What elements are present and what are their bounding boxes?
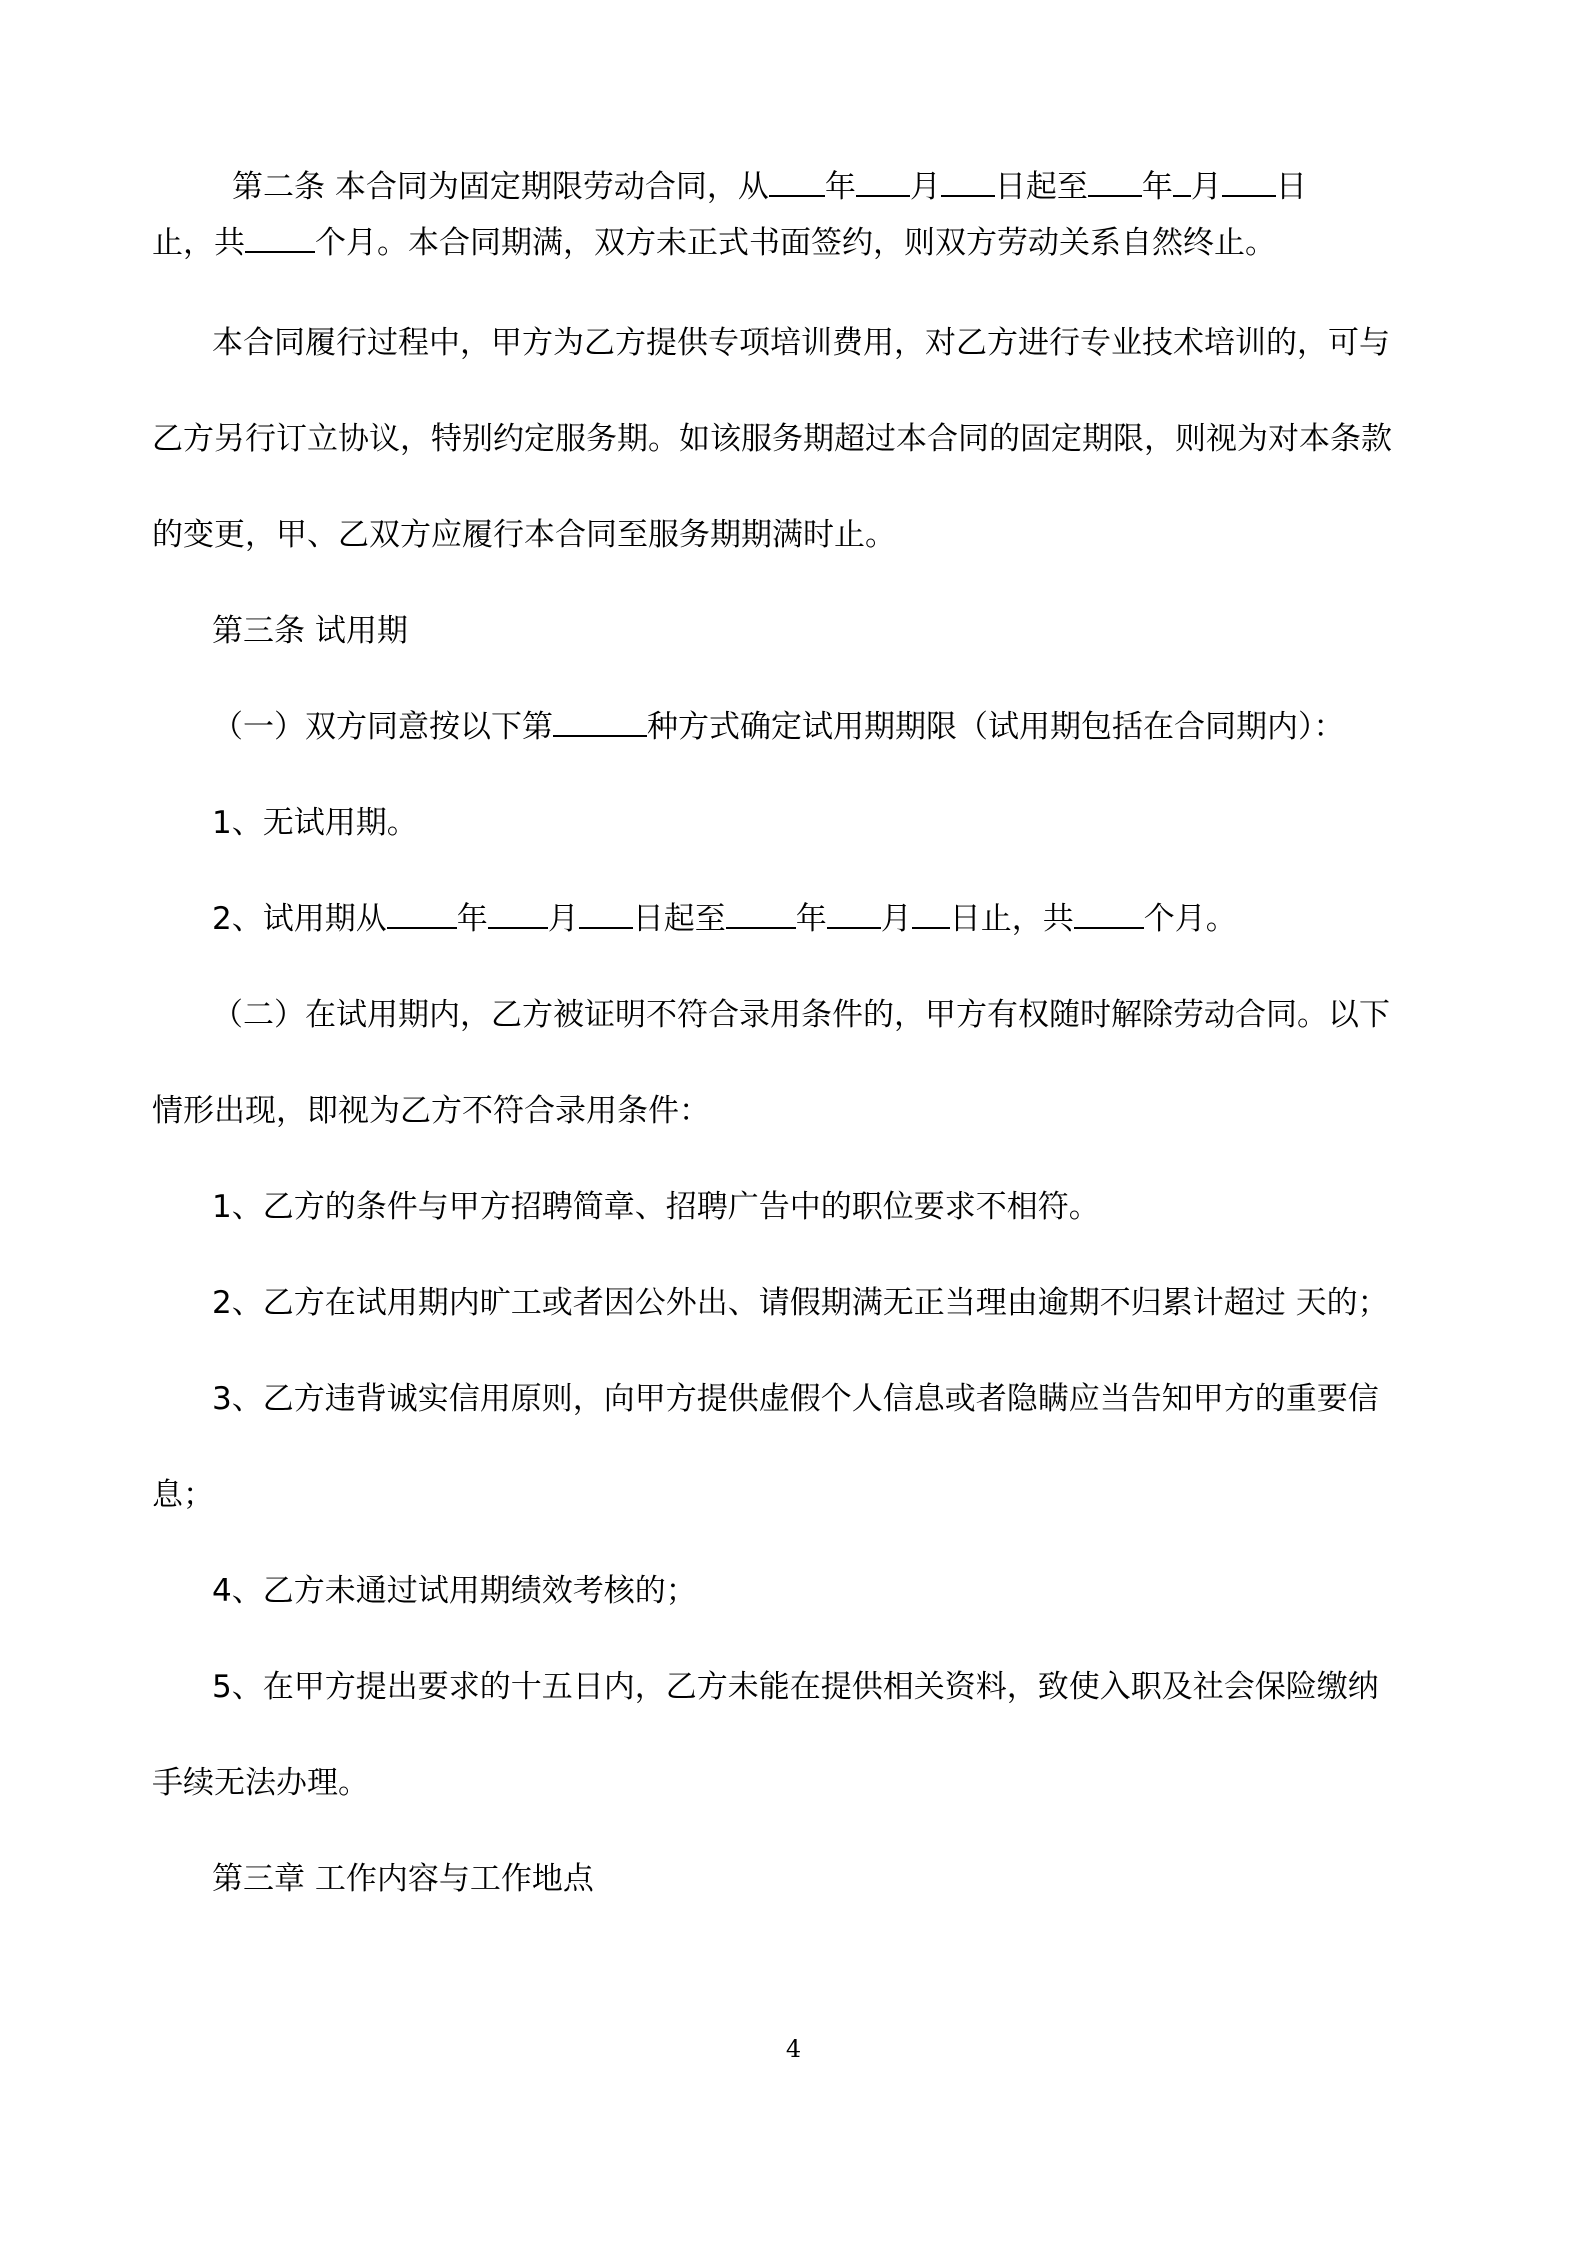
article-2-text: 第二条 本合同为固定期限劳动合同，从 [232, 169, 769, 205]
blank-field[interactable] [245, 223, 315, 253]
text-segment: 种方式确定试用期期限（试用期包括在合同期内）： [647, 709, 1345, 745]
blank-field[interactable] [726, 899, 796, 929]
list-item: 1、无试用期。 [212, 805, 418, 841]
blank-field[interactable] [387, 899, 457, 929]
blank-field[interactable] [1173, 167, 1191, 197]
list-item: 4、乙方未通过试用期绩效考核的； [212, 1573, 697, 1609]
list-item: 3、乙方违背诚实信用原则，向甲方提供虚假个人信息或者隐瞒应当告知甲方的重要信 [212, 1381, 1379, 1417]
chapter-heading: 第三章 工作内容与工作地点 [212, 1861, 594, 1897]
article-2-line-1 [232, 166, 1307, 208]
label-day-until: 日起至 [632, 901, 726, 937]
blank-field[interactable] [1088, 167, 1142, 197]
label-month: 月 [880, 901, 912, 937]
label-day-total: 日止，共 [949, 901, 1074, 937]
blank-field[interactable] [488, 899, 548, 929]
paragraph-line: 的变更，甲、乙双方应履行本合同至服务期期满时止。 [152, 517, 896, 553]
label-month: 月 [547, 901, 579, 937]
label-month: 月 [1190, 169, 1222, 205]
paragraph-line: 息； [152, 1477, 214, 1513]
paragraph-line: 情形出现，即视为乙方不符合录用条件： [152, 1093, 710, 1129]
paragraph-line: 本合同履行过程中，甲方为乙方提供专项培训费用，对乙方进行专业技术培训的，可与 [212, 325, 1390, 361]
section-heading-probation: 第三条 试用期 [212, 613, 408, 649]
list-item: 5、在甲方提出要求的十五日内，乙方未能在提供相关资料，致使入职及社会保险缴纳 [212, 1669, 1379, 1705]
label-months: 个月。 [1143, 901, 1237, 937]
blank-field[interactable] [553, 707, 647, 737]
clause-1-line [212, 706, 1345, 748]
label-year: 年 [795, 901, 827, 937]
page-number: 4 [785, 2035, 802, 2063]
blank-field[interactable] [1074, 899, 1144, 929]
text-segment: （一）双方同意按以下第 [212, 709, 553, 745]
label-day-until: 日起至 [994, 169, 1088, 205]
blank-field[interactable] [769, 167, 825, 197]
text-segment: 止，共 [152, 225, 245, 261]
blank-field[interactable] [856, 167, 910, 197]
list-item: 1、乙方的条件与甲方招聘简章、招聘广告中的职位要求不相符。 [212, 1189, 1100, 1225]
blank-field[interactable] [912, 899, 950, 929]
paragraph-line: （二）在试用期内，乙方被证明不符合录用条件的，甲方有权随时解除劳动合同。以下 [212, 997, 1390, 1033]
label-day: 日 [1275, 169, 1307, 205]
text-segment: 个月。本合同期满，双方未正式书面签约，则双方劳动关系自然终止。 [315, 225, 1276, 261]
blank-field[interactable] [1222, 167, 1276, 197]
label-month: 月 [909, 169, 941, 205]
label-year: 年 [456, 901, 488, 937]
list-item: 2、乙方在试用期内旷工或者因公外出、请假期满无正当理由逾期不归累计超过 天的； [212, 1285, 1389, 1321]
paragraph-line: 手续无法办理。 [152, 1765, 369, 1801]
blank-field[interactable] [579, 899, 633, 929]
label-year: 年 [824, 169, 856, 205]
label-year: 年 [1141, 169, 1173, 205]
blank-field[interactable] [827, 899, 881, 929]
text-segment: 2、试用期从 [212, 901, 387, 937]
article-2-line-2 [152, 222, 1276, 264]
paragraph-line: 乙方另行订立协议，特别约定服务期。如该服务期超过本合同的固定期限，则视为对本条款 [152, 421, 1392, 457]
list-item [212, 898, 1237, 940]
blank-field[interactable] [941, 167, 995, 197]
